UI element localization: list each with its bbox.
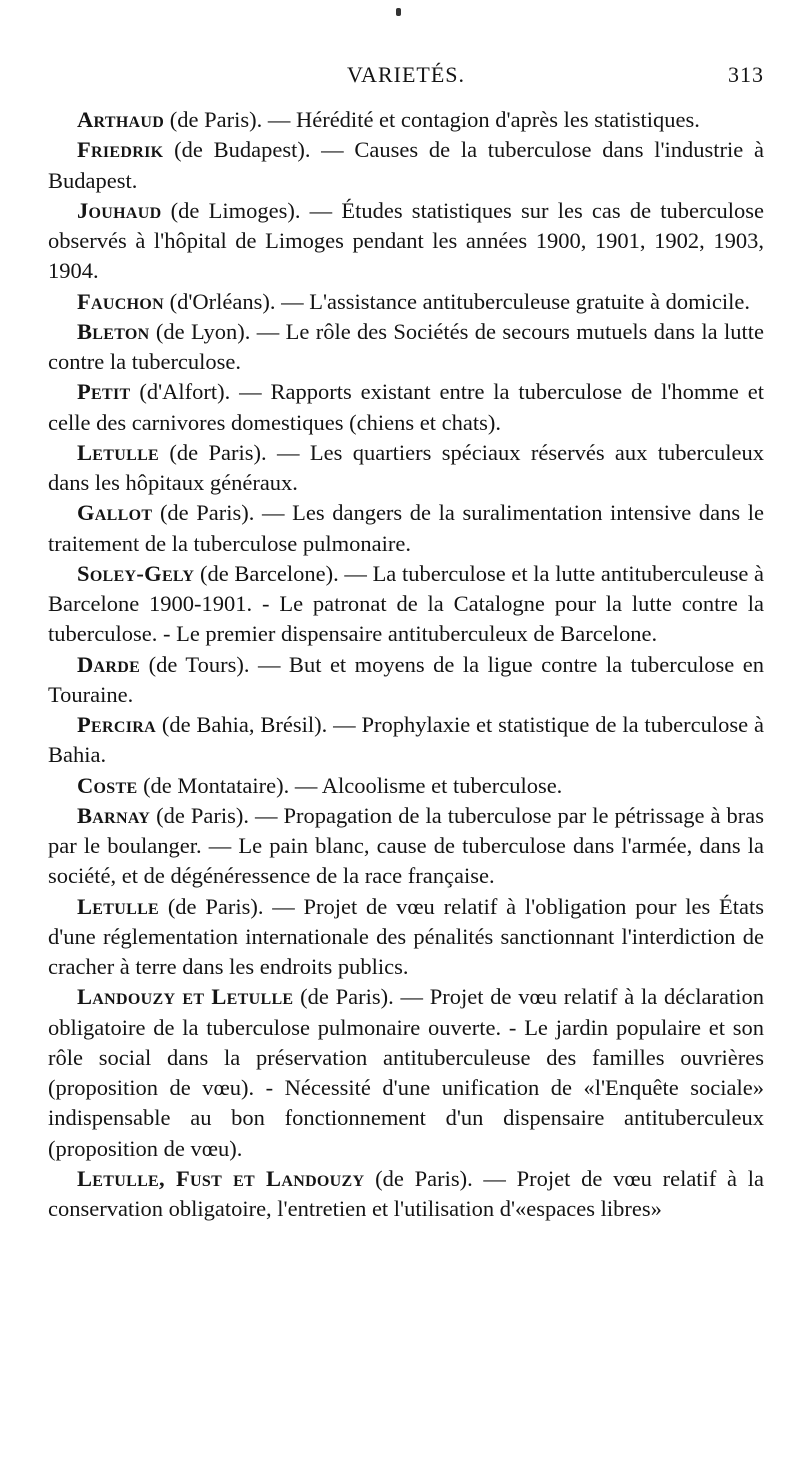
entry [48, 1164, 764, 1225]
entry-text: (de Limoges). — Études statistiques sur les cas de tuberculose observés à l'hôpital de Limoges pendant les années 1900, 1901, 1902, 1903, 1904. [48, 197, 764, 284]
entry [48, 317, 764, 378]
entry-author: Petit [77, 379, 131, 405]
entry-text: (de Paris). — Projet de vœu relatif à la déclaration obligatoire de la tuberculose pulmonaire ouverte. - Le jardin populaire et son rôle social dans la préservation antituberculeuse des familles ouvrières (proposition de vœu). - Nécessité d'une unification de «l'Enquête sociale» indispensable au bon fonctionnement d'un dispensaire antituberculeux (proposition de vœu). [48, 984, 764, 1161]
entry-author: Jouhaud [77, 197, 162, 223]
entry [48, 650, 764, 711]
entry [48, 438, 764, 499]
entry-author: Barnay [77, 802, 151, 828]
entry [48, 801, 764, 892]
entry [48, 196, 764, 287]
entry-author: Soley-Gely [77, 560, 195, 586]
entry-text: (de Paris). — Hérédité et contagion d'après les statistiques. [164, 107, 700, 132]
entry [48, 710, 764, 771]
entry-text: (de Budapest). — Causes de la tuberculose dans l'industrie à Budapest. [48, 137, 764, 193]
page-number: 313 [728, 62, 764, 87]
entry-text: (de Lyon). — Le rôle des Sociétés de secours mutuels dans la lutte contre la tuberculose. [48, 318, 764, 374]
entry [48, 287, 764, 317]
entry-author: Darde [77, 651, 141, 677]
entry [48, 892, 764, 983]
entry [48, 105, 764, 135]
entry-text: (de Paris). — Les quartiers spéciaux réservés aux tuberculeux dans les hôpitaux généraux. [48, 439, 764, 495]
entry [48, 135, 764, 196]
entry [48, 498, 764, 559]
print-mark [396, 8, 401, 16]
entry-author: Friedrik [77, 137, 164, 163]
entry-text: (de Montataire). — Alcoolisme et tuberculose. [137, 772, 563, 798]
entry [48, 982, 764, 1164]
entry [48, 771, 764, 801]
entry-text: (de Barcelone). — La tuberculose et la lutte antituberculeuse à Barcelone 1900-1901. - Le patronat de la Catalogne pour la lutte contre la tuberculose. - Le premier dispensaire antituberculeux de Barcelone. [48, 560, 764, 647]
entry-author: Arthaud [77, 107, 165, 132]
entry [48, 559, 764, 650]
entry-author: Gallot [77, 500, 153, 526]
entry-author: Percira [77, 712, 156, 737]
entry-author: Letulle [77, 893, 160, 919]
entry-author: Bleton [77, 318, 150, 344]
entry-author: Coste [77, 772, 138, 798]
entry-text: (d'Alfort). — Rapports existant entre la tuberculose de l'homme et celle des carnivores domestiques (chiens et chats). [48, 379, 764, 435]
entry-text: (de Bahia, Brésil). — Prophylaxie et statistique de la tuberculose à Bahia. [48, 712, 764, 768]
entry-list [48, 105, 764, 1224]
entry-author: Letulle [77, 439, 160, 465]
entry [48, 377, 764, 438]
entry-text: (d'Orléans). — L'assistance antituberculeuse gratuite à domicile. [163, 288, 750, 314]
page-header [48, 62, 764, 92]
entry-text: (de Paris). — Projet de vœu relatif à l'obligation pour les États d'une réglementation internationale des pénalités sanctionnant l'interdiction de cracher à terre dans les endroits publics. [48, 893, 764, 979]
running-title: VARIETÉS. [347, 62, 465, 87]
entry-author: Fauchon [77, 288, 164, 314]
entry-text: (de Paris). — Propagation de la tuberculose par le pétrissage à bras par le boulanger. — Le pain blanc, cause de tuberculose dans l'armée, dans la société, et de dégénéressence de la race française. [48, 802, 764, 889]
entry-text: (de Paris). — Projet de vœu relatif à la conservation obligatoire, l'entretien et l'utilisation d'«espaces libres» [48, 1165, 764, 1221]
entry-author: Landouzy et Letulle [77, 984, 294, 1010]
entry-text: (de Paris). — Les dangers de la suralimentation intensive dans le traitement de la tuberculose pulmonaire. [48, 500, 764, 556]
entry-author: Letulle, Fust et Landouzy [77, 1165, 365, 1191]
entry-text: (de Tours). — But et moyens de la ligue contre la tuberculose en Touraine. [48, 651, 764, 707]
